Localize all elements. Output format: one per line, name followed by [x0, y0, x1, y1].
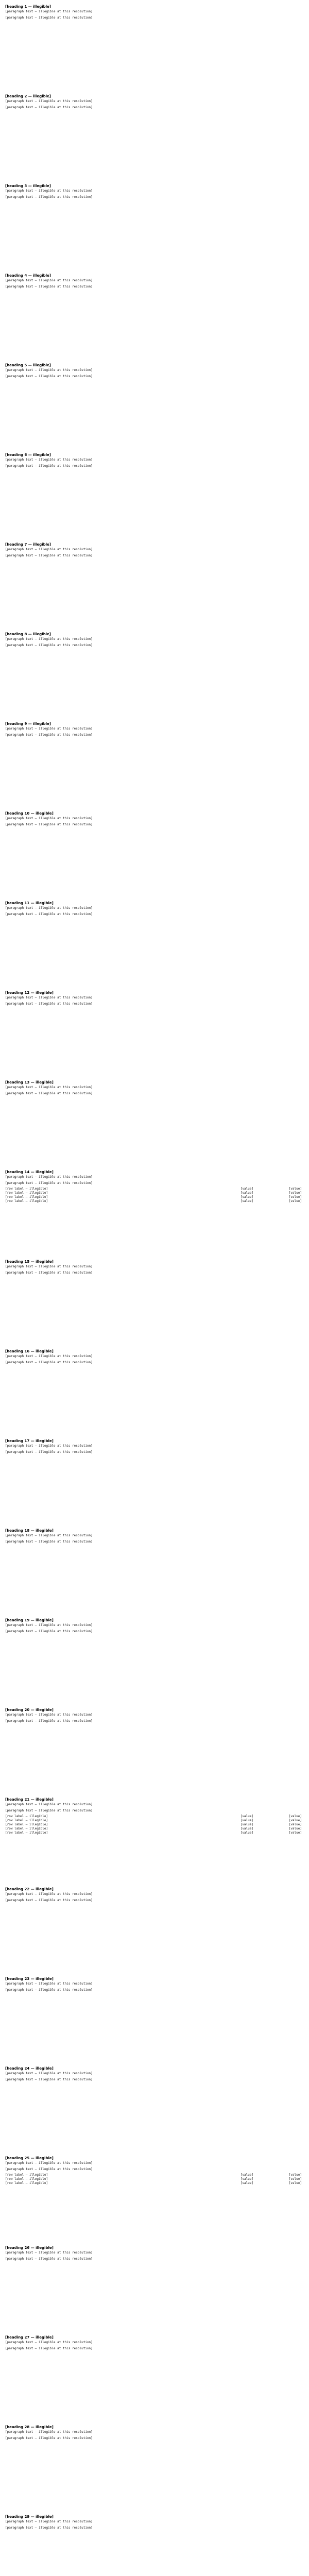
- table-row: [5, 2181, 304, 2185]
- document-section: [5, 452, 304, 539]
- section-paragraph: [paragraph text — illegible at this resolution]: [5, 375, 93, 378]
- table-cell-value: [value]: [288, 1823, 302, 1826]
- table-row: [5, 1187, 304, 1191]
- section-paragraph: [paragraph text — illegible at this resolution]: [5, 189, 93, 193]
- section-paragraph: [paragraph text — illegible at this resolution]: [5, 285, 93, 289]
- table-row: [5, 2177, 304, 2181]
- section-paragraph: [paragraph text — illegible at this resolution]: [5, 279, 93, 282]
- section-paragraph: [paragraph text — illegible at this resolution]: [5, 106, 93, 109]
- table-row-label: [row label — illegible]: [5, 1195, 48, 1199]
- section-heading: [heading 17 — illegible]: [5, 1439, 54, 1443]
- document-section: [5, 2335, 304, 2421]
- document-section: [5, 811, 304, 897]
- section-paragraph: [paragraph text — illegible at this resolution]: [5, 2436, 93, 2440]
- table-cell-value: [value]: [288, 1819, 302, 1822]
- document-section: [5, 1528, 304, 1615]
- table-row: [5, 1827, 304, 1831]
- section-paragraph: [paragraph text — illegible at this resolution]: [5, 1899, 93, 1902]
- section-paragraph: [paragraph text — illegible at this resolution]: [5, 1450, 93, 1454]
- table-cell-value: [value]: [288, 1191, 302, 1195]
- section-paragraph: [paragraph text — illegible at this resolution]: [5, 2167, 93, 2171]
- section-paragraph: [paragraph text — illegible at this resolution]: [5, 1361, 93, 1364]
- section-heading: [heading 4 — illegible]: [5, 274, 51, 278]
- section-heading: [heading 28 — illegible]: [5, 2425, 54, 2429]
- document-section: [5, 901, 304, 987]
- data-table: [5, 1187, 304, 1204]
- section-paragraph: [paragraph text — illegible at this resolution]: [5, 2161, 93, 2165]
- document-section: [5, 2245, 304, 2332]
- section-paragraph: [paragraph text — illegible at this resolution]: [5, 1540, 93, 1544]
- section-paragraph: [paragraph text — illegible at this resolution]: [5, 2347, 93, 2350]
- document-section: [5, 1170, 304, 1256]
- section-heading: [heading 23 — illegible]: [5, 1977, 54, 1981]
- document-section: [5, 1349, 304, 1435]
- section-paragraph: [paragraph text — illegible at this resolution]: [5, 1086, 93, 1089]
- table-row: [5, 1195, 304, 1199]
- table-row: [5, 2173, 304, 2177]
- section-heading: [heading 3 — illegible]: [5, 184, 51, 188]
- table-row: [5, 1191, 304, 1195]
- table-row-label: [row label — illegible]: [5, 1815, 48, 1818]
- section-heading: [heading 29 — illegible]: [5, 2515, 54, 2519]
- document-section: [5, 721, 304, 808]
- table-cell-value: [value]: [288, 1195, 302, 1199]
- section-paragraph: [paragraph text — illegible at this resolution]: [5, 368, 93, 372]
- section-paragraph: [paragraph text — illegible at this resolution]: [5, 996, 93, 999]
- section-paragraph: [paragraph text — illegible at this resolution]: [5, 1175, 93, 1179]
- data-table: [5, 2173, 304, 2185]
- table-row: [5, 1831, 304, 1835]
- table-row-label: [row label — illegible]: [5, 1831, 48, 1835]
- section-heading: [heading 8 — illegible]: [5, 632, 51, 636]
- table-row-label: [row label — illegible]: [5, 1823, 48, 1826]
- section-paragraph: [paragraph text — illegible at this resolution]: [5, 643, 93, 647]
- table-cell-value: [value]: [240, 1819, 253, 1822]
- section-heading: [heading 11 — illegible]: [5, 901, 54, 905]
- document-section: [5, 542, 304, 629]
- section-heading: [heading 25 — illegible]: [5, 2156, 54, 2160]
- section-paragraph: [paragraph text — illegible at this resolution]: [5, 1534, 93, 1537]
- section-heading: [heading 13 — illegible]: [5, 1080, 54, 1084]
- section-heading: [heading 2 — illegible]: [5, 94, 51, 98]
- document-section: [5, 1707, 304, 1794]
- table-row: [5, 1823, 304, 1827]
- document-section: [5, 632, 304, 718]
- section-paragraph: [paragraph text — illegible at this resolution]: [5, 464, 93, 468]
- table-cell-value: [value]: [288, 1199, 302, 1203]
- table-cell-value: [value]: [240, 1815, 253, 1818]
- section-paragraph: [paragraph text — illegible at this resolution]: [5, 912, 93, 916]
- section-heading: [heading 24 — illegible]: [5, 2066, 54, 2071]
- document-section: [5, 1438, 304, 1525]
- section-heading: [heading 6 — illegible]: [5, 453, 51, 457]
- section-paragraph: [paragraph text — illegible at this resolution]: [5, 2251, 93, 2255]
- document-section: [5, 2425, 304, 2511]
- section-paragraph: [paragraph text — illegible at this resolution]: [5, 2526, 93, 2530]
- section-heading: [heading 27 — illegible]: [5, 2335, 54, 2340]
- document-section: [5, 2156, 304, 2242]
- document-section: [5, 1618, 304, 1704]
- section-paragraph: [paragraph text — illegible at this resolution]: [5, 906, 93, 910]
- table-row-label: [row label — illegible]: [5, 1827, 48, 1831]
- table-cell-value: [value]: [240, 1187, 253, 1191]
- section-heading: [heading 20 — illegible]: [5, 1708, 54, 1712]
- table-cell-value: [value]: [288, 1831, 302, 1835]
- table-row-label: [row label — illegible]: [5, 1199, 48, 1203]
- section-paragraph: [paragraph text — illegible at this resolution]: [5, 2520, 93, 2523]
- section-paragraph: [paragraph text — illegible at this resolution]: [5, 1988, 93, 1992]
- section-paragraph: [paragraph text — illegible at this resolution]: [5, 1271, 93, 1275]
- table-cell-value: [value]: [288, 2173, 302, 2177]
- section-paragraph: [paragraph text — illegible at this resolution]: [5, 637, 93, 641]
- table-cell-value: [value]: [240, 1195, 253, 1199]
- section-heading: [heading 12 — illegible]: [5, 991, 54, 995]
- section-heading: [heading 22 — illegible]: [5, 1887, 54, 1891]
- section-paragraph: [paragraph text — illegible at this resolution]: [5, 1630, 93, 1633]
- section-paragraph: [paragraph text — illegible at this resolution]: [5, 1713, 93, 1717]
- section-paragraph: [paragraph text — illegible at this resolution]: [5, 727, 93, 731]
- document-section: [5, 1259, 304, 1346]
- table-cell-value: [value]: [288, 1827, 302, 1831]
- section-heading: [heading 7 — illegible]: [5, 543, 51, 547]
- table-row: [5, 1819, 304, 1823]
- document-section: [5, 183, 304, 270]
- section-paragraph: [paragraph text — illegible at this resolution]: [5, 1444, 93, 1448]
- document-section: [5, 1797, 304, 1884]
- section-heading: [heading 5 — illegible]: [5, 363, 51, 367]
- section-paragraph: [paragraph text — illegible at this resolution]: [5, 1623, 93, 1627]
- section-paragraph: [paragraph text — illegible at this resolution]: [5, 554, 93, 557]
- table-cell-value: [value]: [240, 1199, 253, 1203]
- document-section: [5, 4, 304, 91]
- section-paragraph: [paragraph text — illegible at this resolution]: [5, 195, 93, 199]
- table-cell-value: [value]: [240, 1831, 253, 1835]
- section-heading: [heading 15 — illegible]: [5, 1260, 54, 1264]
- table-cell-value: [value]: [240, 1823, 253, 1826]
- table-row-label: [row label — illegible]: [5, 2173, 48, 2177]
- section-paragraph: [paragraph text — illegible at this resolution]: [5, 817, 93, 820]
- section-paragraph: [paragraph text — illegible at this resolution]: [5, 1719, 93, 1723]
- section-paragraph: [paragraph text — illegible at this resolution]: [5, 16, 93, 20]
- section-paragraph: [paragraph text — illegible at this resolution]: [5, 1092, 93, 1095]
- table-row: [5, 1199, 304, 1204]
- table-cell-value: [value]: [240, 2181, 253, 2185]
- section-paragraph: [paragraph text — illegible at this resolution]: [5, 1803, 93, 1806]
- section-paragraph: [paragraph text — illegible at this resolution]: [5, 548, 93, 551]
- section-heading: [heading 19 — illegible]: [5, 1618, 54, 1622]
- section-paragraph: [paragraph text — illegible at this resolution]: [5, 99, 93, 103]
- section-heading: [heading 18 — illegible]: [5, 1529, 54, 1533]
- document-section: [5, 2514, 304, 2576]
- section-paragraph: [paragraph text — illegible at this resolution]: [5, 2430, 93, 2434]
- section-paragraph: [paragraph text — illegible at this resolution]: [5, 1982, 93, 1986]
- document-section: [5, 273, 304, 360]
- section-paragraph: [paragraph text — illegible at this resolution]: [5, 2072, 93, 2075]
- section-heading: [heading 9 — illegible]: [5, 722, 51, 726]
- section-paragraph: [paragraph text — illegible at this resolution]: [5, 1809, 93, 1812]
- section-paragraph: [paragraph text — illegible at this resolution]: [5, 2257, 93, 2261]
- section-paragraph: [paragraph text — illegible at this resolution]: [5, 733, 93, 737]
- document-section: [5, 1080, 304, 1166]
- section-heading: [heading 14 — illegible]: [5, 1170, 54, 1174]
- table-row-label: [row label — illegible]: [5, 1819, 48, 1822]
- section-heading: [heading 1 — illegible]: [5, 5, 51, 9]
- table-row-label: [row label — illegible]: [5, 1187, 48, 1191]
- document-section: [5, 1976, 304, 2063]
- document-section: [5, 990, 304, 1077]
- section-paragraph: [paragraph text — illegible at this resolution]: [5, 1354, 93, 1358]
- section-paragraph: [paragraph text — illegible at this resolution]: [5, 10, 93, 13]
- table-cell-value: [value]: [288, 2177, 302, 2181]
- table-cell-value: [value]: [240, 2177, 253, 2181]
- document-section: [5, 2066, 304, 2153]
- section-paragraph: [paragraph text — illegible at this resolution]: [5, 2341, 93, 2344]
- section-heading: [heading 16 — illegible]: [5, 1349, 54, 1353]
- section-paragraph: [paragraph text — illegible at this resolution]: [5, 1181, 93, 1185]
- section-paragraph: [paragraph text — illegible at this resolution]: [5, 2078, 93, 2081]
- document-section: [5, 363, 304, 449]
- table-cell-value: [value]: [240, 1191, 253, 1195]
- table-row: [5, 1815, 304, 1819]
- table-row-label: [row label — illegible]: [5, 2177, 48, 2181]
- section-paragraph: [paragraph text — illegible at this resolution]: [5, 458, 93, 462]
- section-paragraph: [paragraph text — illegible at this resolution]: [5, 823, 93, 826]
- data-table: [5, 1815, 304, 1835]
- table-cell-value: [value]: [288, 1815, 302, 1818]
- table-cell-value: [value]: [240, 1827, 253, 1831]
- table-row-label: [row label — illegible]: [5, 1191, 48, 1195]
- table-cell-value: [value]: [288, 2181, 302, 2185]
- section-paragraph: [paragraph text — illegible at this resolution]: [5, 1265, 93, 1268]
- section-heading: [heading 26 — illegible]: [5, 2246, 54, 2250]
- table-cell-value: [value]: [288, 1187, 302, 1191]
- document-section: [5, 94, 304, 180]
- table-row-label: [row label — illegible]: [5, 2181, 48, 2185]
- document-section: [5, 1887, 304, 1973]
- section-paragraph: [paragraph text — illegible at this resolution]: [5, 1892, 93, 1896]
- section-paragraph: [paragraph text — illegible at this resolution]: [5, 1002, 93, 1006]
- section-heading: [heading 21 — illegible]: [5, 1798, 54, 1802]
- table-cell-value: [value]: [240, 2173, 253, 2177]
- section-heading: [heading 10 — illegible]: [5, 811, 54, 816]
